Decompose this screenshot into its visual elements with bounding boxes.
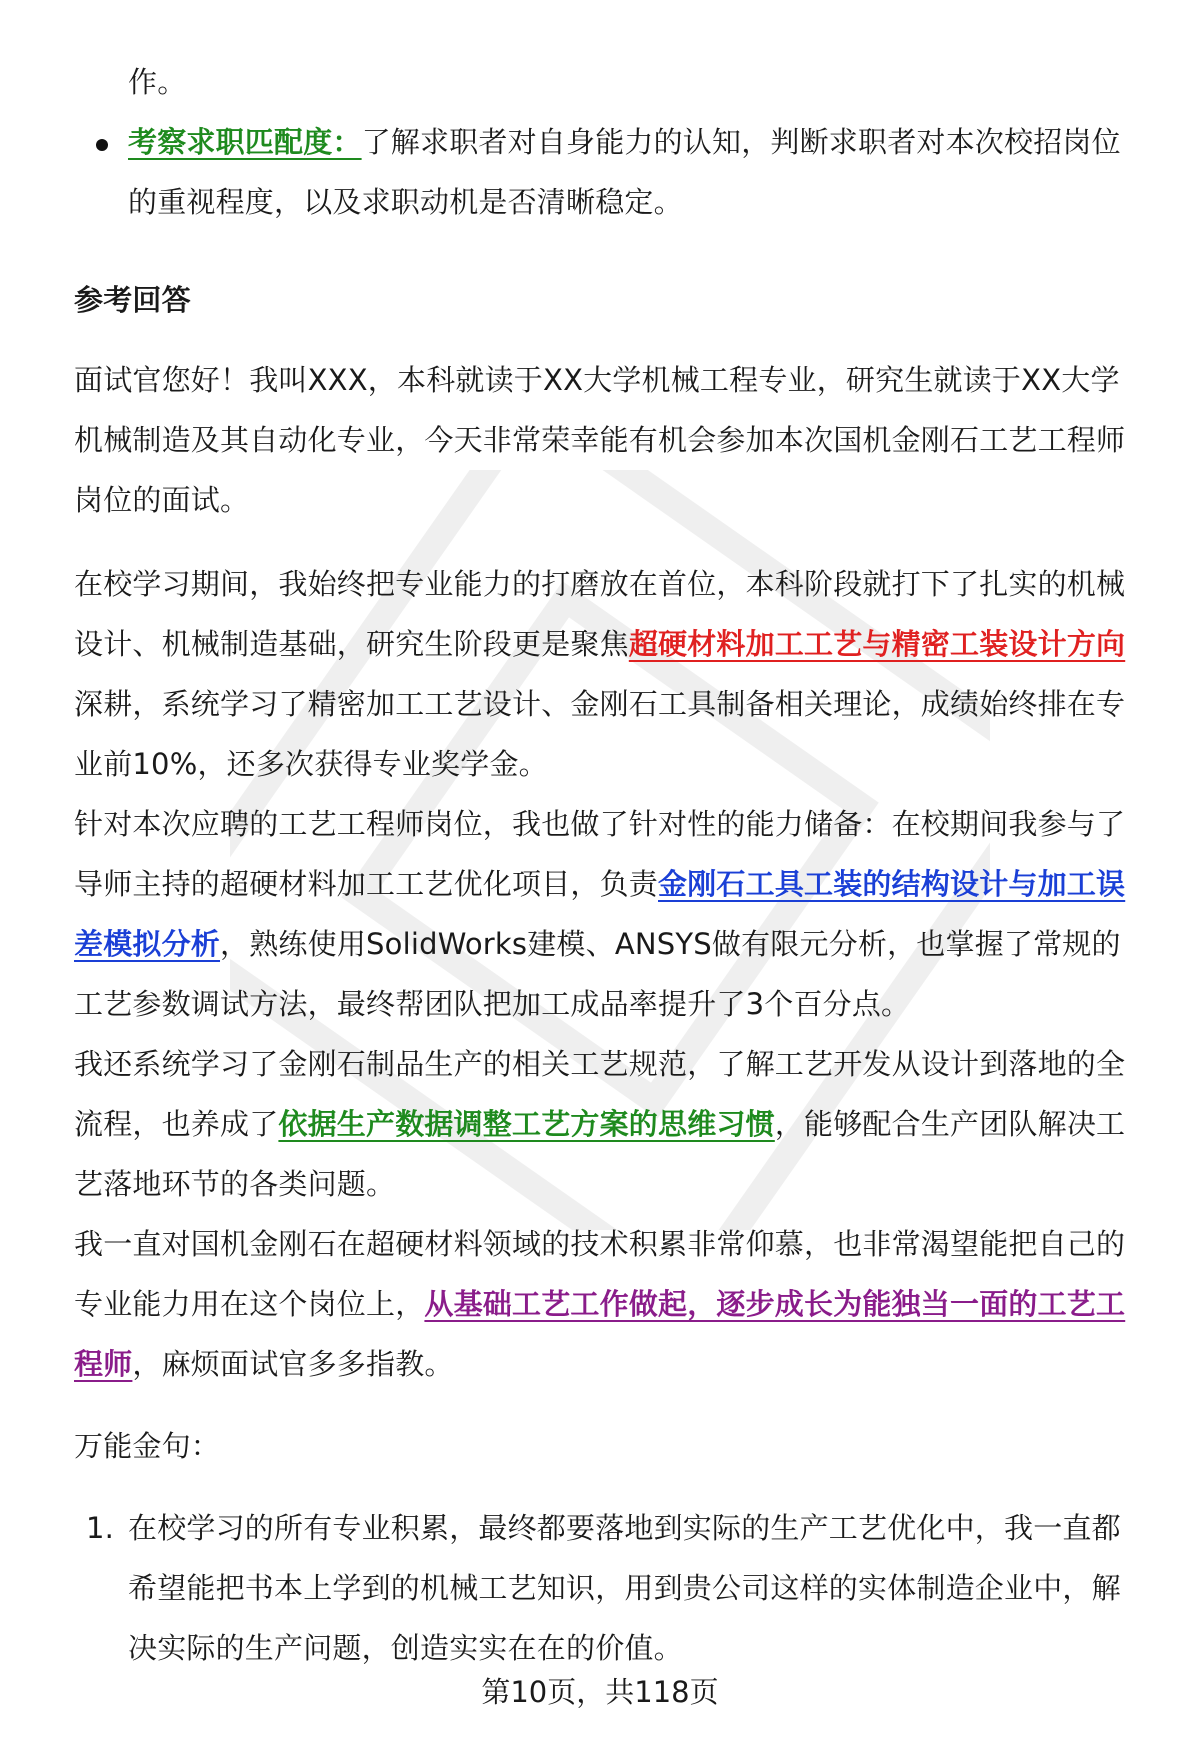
list-item-marker: 1. xyxy=(86,1511,115,1545)
highlight-thinking-habit: 依据生产数据调整工艺方案的思维习惯 xyxy=(278,1107,775,1141)
paragraph-motivation xyxy=(74,1214,1146,1394)
paragraph-process-text-2: ，能够配合生产团队解决工艺落地环节的各类问题。 xyxy=(74,1107,1126,1201)
highlight-career-goal: 从基础工艺工作做起，逐步成长为能独当一面的工艺工程师 xyxy=(74,1287,1126,1381)
document-body xyxy=(74,52,1146,1678)
bullet-item xyxy=(74,112,1146,232)
golden-sentence-label: 万能金句： xyxy=(74,1429,221,1463)
paragraph-project xyxy=(74,794,1146,1034)
highlight-project-role: 金刚石工具工装的结构设计与加工误差模拟分析 xyxy=(74,867,1126,961)
paragraph-motivation-text-1: 我一直对国机金刚石在超硬材料领域的技术积累非常仰慕，也非常渴望能把自己的专业能力用在这个岗位上， xyxy=(74,1227,1126,1321)
paragraph-process xyxy=(74,1034,1146,1214)
bullet-dot-icon xyxy=(96,139,108,151)
paragraph-project-text-2: ，熟练使用SolidWorks建模、ANSYS做有限元分析，也掌握了常规的工艺参数调试方法，最终帮团队把加工成品率提升了3个百分点。 xyxy=(74,927,1121,1021)
list-item xyxy=(74,1498,1146,1678)
bullet-text: 了解求职者对自身能力的认知，判断求职者对本次校招岗位的重视程度，以及求职动机是否清晰稳定。 xyxy=(128,125,1121,219)
intro-tail: 作。 xyxy=(128,65,187,99)
paragraph-study xyxy=(74,554,1146,794)
paragraph-process-text-1: 我还系统学习了金刚石制品生产的相关工艺规范，了解工艺开发从设计到落地的全流程，也养成了 xyxy=(74,1047,1126,1141)
paragraph-project-text-1: 针对本次应聘的工艺工程师岗位，我也做了针对性的能力储备：在校期间我参与了导师主持的超硬材料加工工艺优化项目，负责 xyxy=(74,807,1126,901)
paragraph-study-text-2: 深耕，系统学习了精密加工工艺设计、金刚石工具制备相关理论，成绩始终排在专业前10%，还多次获得专业奖学金。 xyxy=(74,687,1126,781)
section-heading: 参考回答 xyxy=(74,283,191,317)
highlight-research-direction: 超硬材料加工工艺与精密工装设计方向 xyxy=(628,627,1126,661)
list-item-text: 在校学习的所有专业积累，最终都要落地到实际的生产工艺优化中，我一直都希望能把书本上学到的机械工艺知识，用到贵公司这样的实体制造企业中，解决实际的生产问题，创造实实在在的价值。 xyxy=(128,1511,1121,1665)
page-footer: 第10页，共118页 xyxy=(481,1675,719,1709)
paragraph-motivation-text-2: ，麻烦面试官多多指教。 xyxy=(132,1347,454,1381)
paragraph-intro: 面试官您好！我叫XXX，本科就读于XX大学机械工程专业，研究生就读于XX大学机械制造及其自动化专业，今天非常荣幸能有机会参加本次国机金刚石工艺工程师岗位的面试。 xyxy=(74,363,1126,517)
paragraph-study-text-1: 在校学习期间，我始终把专业能力的打磨放在首位，本科阶段就打下了扎实的机械设计、机械制造基础，研究生阶段更是聚焦 xyxy=(74,567,1126,661)
bullet-label: 考察求职匹配度： xyxy=(128,125,362,159)
